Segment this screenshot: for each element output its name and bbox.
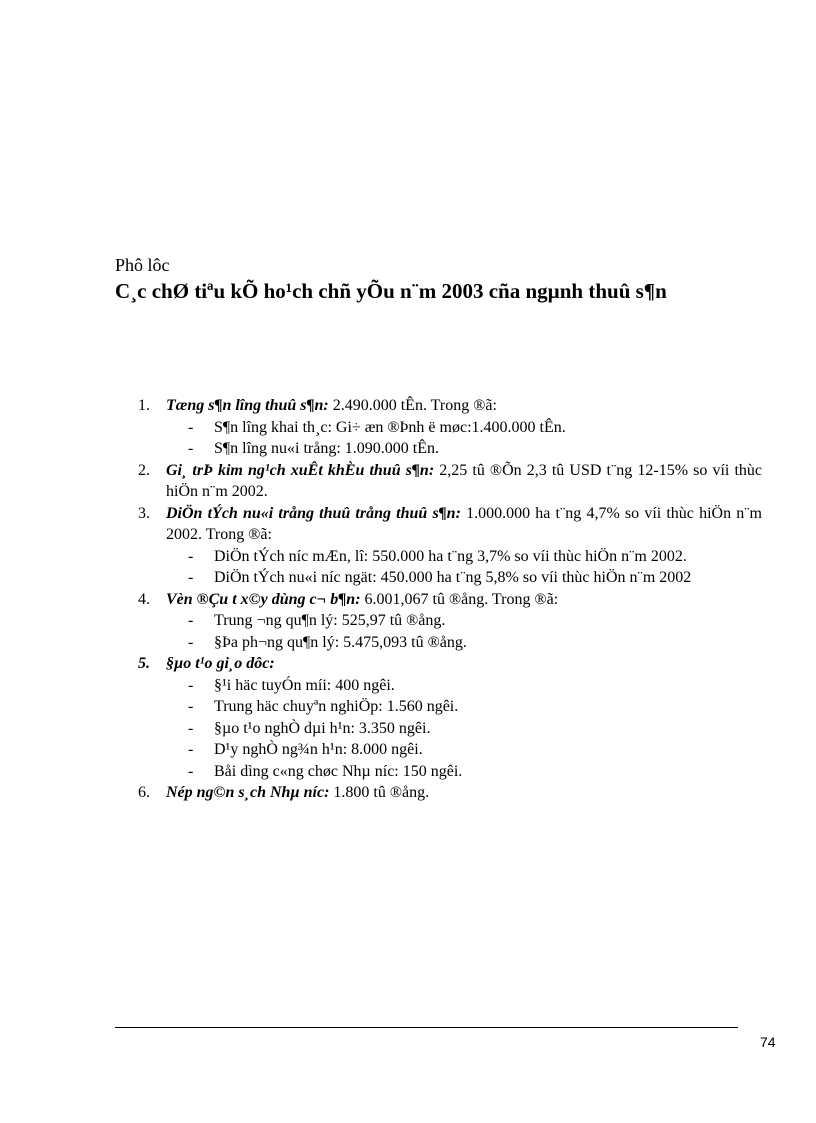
sub-item-text: Trung ¬ng qu¶n lý: 525,97 tû ®ång. (214, 612, 446, 629)
item-label: Nép ng©n s¸ch Nhµ níc: (166, 784, 330, 801)
sub-item-text: Trung häc chuyªn nghiÖp: 1.560 ngêi. (214, 698, 459, 715)
item-label: Tæng s¶n lîng thuû s¶n: (166, 397, 329, 414)
sub-item-text: §µo t¹o nghÒ dµi h¹n: 3.350 ngêi. (214, 719, 431, 737)
sub-item-text: DiÖn tÝch níc mÆn, lî: 550.000 ha t¨ng 3,7% so víi thùc hiÖn n¨m 2002. (214, 547, 687, 565)
item-text: 2.490.000 tÊn. Trong ®ã: (328, 397, 497, 414)
item-number: 1. (138, 397, 150, 414)
item-number: 6. (138, 784, 150, 801)
sub-item (188, 610, 762, 632)
item-text: 6.001,067 tû ®ång. Trong ®ã: (360, 590, 559, 608)
item-text: 1.800 tû ®ång. (329, 784, 430, 801)
bullet-dash: - (188, 569, 194, 586)
list-item (138, 782, 762, 804)
item-number: 2. (138, 461, 150, 479)
sub-item-text: Båi dìng c«ng chøc Nhµ níc: 150 ngêi. (214, 762, 463, 780)
list-item (138, 653, 762, 675)
sub-item-text: §Þa ph¬ng qu¶n lý: 5.475,093 tû ®ång. (214, 633, 467, 651)
bullet-dash: - (188, 547, 194, 565)
bullet-dash: - (188, 741, 194, 758)
bullet-dash: - (188, 440, 194, 457)
bullet-dash: - (188, 418, 194, 436)
item-label: DiÖn tÝch nu«i trång thuû trång thuû s¶n: (166, 504, 461, 522)
bullet-dash: - (188, 633, 194, 651)
sub-item-text: DiÖn tÝch nu«i níc ngät: 450.000 ha t¨ng 5,8% so víi thùc hiÖn n¨m 2002 (214, 569, 692, 586)
item-number: 5. (138, 655, 150, 672)
bullet-dash: - (188, 762, 194, 780)
item-number: 4. (138, 590, 150, 608)
sub-item (188, 739, 762, 761)
item-number: 3. (138, 504, 150, 522)
sub-item-text: §¹i häc tuyÓn míi: 400 ngêi. (214, 676, 395, 694)
sub-item (188, 761, 762, 783)
list-item (138, 460, 763, 503)
sub-item (188, 567, 762, 589)
bullet-dash: - (188, 719, 194, 737)
list-item (138, 503, 763, 546)
plan-targets-list (0, 395, 816, 804)
sub-item (188, 546, 762, 568)
page-title: C¸c chØ tiªu kÕ ho¹ch chñ yÕu n¨m 2003 cña ngµnh thuû s¶n (115, 279, 667, 303)
item-label: Gi¸ trÞ kim ng¹ch xuÊt khÈu thuû s¶n: (166, 461, 435, 479)
sub-item-text: D¹y nghÒ ng¾n h¹n: 8.000 ngêi. (214, 741, 423, 758)
sub-item (188, 438, 762, 460)
item-label: Vèn ®Çu t x©y dùng c¬ b¶n: (166, 590, 361, 608)
item-text: 1.000.000 ha t¨ng 4,7% so víi thùc hiÖn n¨m 2002. Trong ®ã: (166, 504, 763, 543)
list-item (138, 589, 762, 611)
footer-divider (115, 1027, 738, 1028)
sub-item (188, 718, 762, 740)
sub-item-text: S¶n lîng khai th¸c: Gi÷ æn ®Þnh ë møc:1.400.000 tÊn. (214, 418, 566, 436)
page-number: 74 (760, 1034, 776, 1050)
bullet-dash: - (188, 698, 194, 715)
sub-item (188, 675, 762, 697)
bullet-dash: - (188, 612, 194, 629)
appendix-label: Phô lôc (115, 255, 170, 275)
sub-item (188, 696, 762, 718)
item-text: 2,25 tû ®Õn 2,3 tû USD t¨ng 12-15% so víi thùc hiÖn n¨m 2002. (166, 461, 763, 500)
list-item (138, 395, 762, 417)
item-label: §µo t¹o gi¸o dôc: (166, 655, 275, 672)
sub-item (188, 417, 762, 439)
sub-item-text: S¶n lîng nu«i trång: 1.090.000 tÊn. (214, 440, 440, 457)
sub-item (188, 632, 762, 654)
bullet-dash: - (188, 676, 194, 694)
